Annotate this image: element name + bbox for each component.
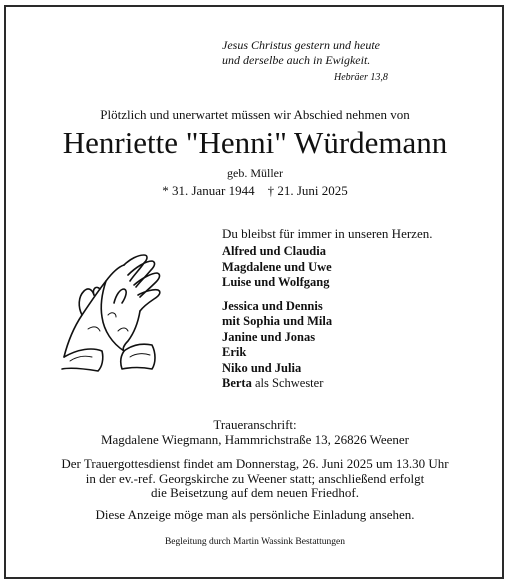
mourner-last-name: Berta [222,376,252,390]
verse-reference: Hebräer 13,8 [334,72,388,83]
address-line: Magdalene Wiegmann, Hammrichstraße 13, 26826 Weener [100,432,410,447]
service-line-2: in der ev.-ref. Georgskirche zu Weener statt; anschließend erfolgt [85,470,425,486]
mourner-line: mit Sophia und Mila [222,314,333,328]
service-info [0,457,510,501]
mourner-line: Erik [222,345,247,359]
mourner-line: Janine und Jonas [222,329,316,344]
group-spacer [222,291,332,299]
mourner-line: Alfred und Claudia [222,244,326,258]
undertaker-credit: Begleitung durch Martin Wassink Bestattungen [164,537,346,547]
invitation-text: Diese Anzeige möge man als persönliche Einladung ansehen. [95,507,415,522]
mourner-line: Luise und Wolfgang [222,275,330,289]
maiden-name: geb. Müller [227,166,283,180]
mourner-last-suffix: als Schwester [251,376,324,390]
service-line-1: Der Trauergottesdienst findet am Donnerstag, 26. Juni 2025 um 13.30 Uhr [61,456,449,471]
service-line-3: die Beisetzung auf dem neuen Friedhof. [151,485,359,500]
deceased-name: Henriette "Henni" Würdemann [62,125,448,160]
mourner-line: Niko und Julia [222,360,302,375]
address-title: Traueranschrift: [213,417,297,432]
mourner-line: Jessica und Dennis [222,298,323,313]
mourner-line [222,376,332,392]
mourners-list [222,244,332,392]
life-dates: * 31. Januar 1944 † 21. Juni 2025 [162,183,348,198]
mourners-title: Du bleibst für immer in unseren Herzen. [222,226,433,241]
verse-line-2: und derselbe auch in Ewigkeit. [222,53,371,67]
verse-line-1: Jesus Christus gestern und heute [222,38,380,52]
mourner-line: Magdalene und Uwe [222,259,332,274]
praying-hands-icon [58,245,178,375]
intro-text: Plötzlich und unerwartet müssen wir Abschied nehmen von [100,107,410,122]
bible-verse [222,38,380,68]
